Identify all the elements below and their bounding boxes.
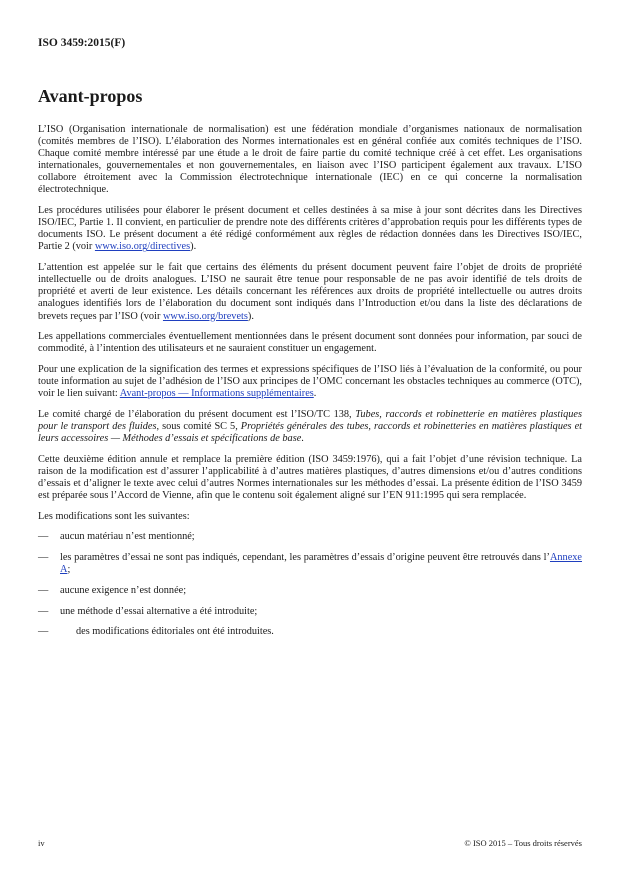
directives-link[interactable]: www.iso.org/directives (94, 241, 191, 253)
paragraph: Les appellations commerciales éventuellement mentionnées dans le présent document sont données pour information, par souci de commodité, à l’intention des utilisateurs et ne sauraient constituer un engagement. (38, 331, 582, 355)
foreword-info-link[interactable]: Avant-propos — Informations supplémentaires (119, 388, 314, 400)
list-item: — aucune exigence n’est donnée; (38, 584, 187, 596)
paragraph: Les modifications sont les suivantes: (38, 510, 190, 522)
paragraph: Cette deuxième édition annule et remplace la première édition (ISO 3459:1976), qui a fait l’objet d’une révision technique. La raison de la modification est d’assurer l’applicabilité à d’autres matières plastiques, d’autres dimensions et/ou d’autres conditions d’essais et d’aligner le texte avec celui d’autres Normes internationales sur les méthodes d’essai. La présente édition de l’ISO 3459 est préparée sous l’Accord de Vienne, afin que le contenu soit également aligné sur l’EN 911:1995 qui sera remplacée. (38, 453, 582, 501)
paragraph: Les procédures utilisées pour élaborer le présent document et celles destinées à sa mise à jour sont décrites dans les Directives ISO/IEC, Partie 1. Il convient, en particulier de prendre note des différents critères d’approbation requis pour les différents types de documents ISO. Le présent document a été rédigé conformément aux règles de rédaction données dans les Directives ISO/IEC, Partie 2 (voir www.iso.org/directives). (38, 205, 582, 253)
brevets-link[interactable]: www.iso.org/brevets (162, 310, 248, 322)
paragraph: L’attention est appelée sur le fait que certains des éléments du présent document peuvent faire l’objet de droits de propriété intellectuelle ou de droits analogues. L’ISO ne saurait être tenue pour responsable de ne pas avoir identifié de tels droits de propriété et averti de leur existence. Les détails concernant les références aux droits de propriété intellectuelle ou autres droits analogues identifiés lors de l’élaboration du document sont indiqués dans l’Introduction et/ou dans la liste des déclarations de brevets reçues par l’ISO (voir www.iso.org/brevets). (38, 262, 582, 322)
list-item: — des modifications éditoriales ont été introduites. (38, 626, 274, 638)
list-item: — les paramètres d’essai ne sont pas indiqués, cependant, les paramètres d’essais d’origine peuvent être retrouvés dans l’Annexe A; (38, 552, 582, 576)
paragraph: L’ISO (Organisation internationale de normalisation) est une fédération mondiale d’organismes nationaux de normalisation (comités membres de l’ISO). L’élaboration des Normes internationales est en général confiée aux comités techniques de l’ISO. Chaque comité membre intéressé par une étude a le droit de faire partie du comité technique créé à cet effet. Les organisations internationales, gouvernementales et non gouvernementales, en liaison avec l’ISO participent également aux travaux. L’ISO collabore étroitement avec la Commission électrotechnique internationale (IEC) en ce qui concerne la normalisation électrotechnique. (38, 124, 582, 196)
paragraph: Pour une explication de la signification des termes et expressions spécifiques de l’ISO liés à l’évaluation de la conformité, ou pour toute information au sujet de l’adhésion de l’ISO aux principes de l’OMC concernant les obstacles techniques au commerce (OTC), voir le lien suivant: Avant-propos — Informations supplémentaires. (38, 363, 582, 400)
paragraph: Le comité chargé de l’élaboration du présent document est l’ISO/TC 138, Tubes, raccords et robinetterie en matières plastiques pour le transport des fluides, sous comité SC 5, Propriétés générales des tubes, raccords et robinetteries en matières plastiques et leurs accessoires — Méthodes d’essais et spécifications de base. (38, 408, 583, 445)
copyright-notice: © ISO 2015 – Tous droits réservés (464, 838, 582, 848)
document-body (38, 124, 582, 647)
section-title: Avant-propos (38, 86, 143, 106)
document-id-header: ISO 3459:2015(F) (38, 37, 126, 49)
list-item: — une méthode d’essai alternative a été introduite; (38, 605, 258, 617)
page-number: iv (38, 838, 45, 848)
annex-a-link[interactable]: Annexe A (60, 552, 582, 576)
list-item: — aucun matériau n’est mentionné; (38, 531, 195, 543)
